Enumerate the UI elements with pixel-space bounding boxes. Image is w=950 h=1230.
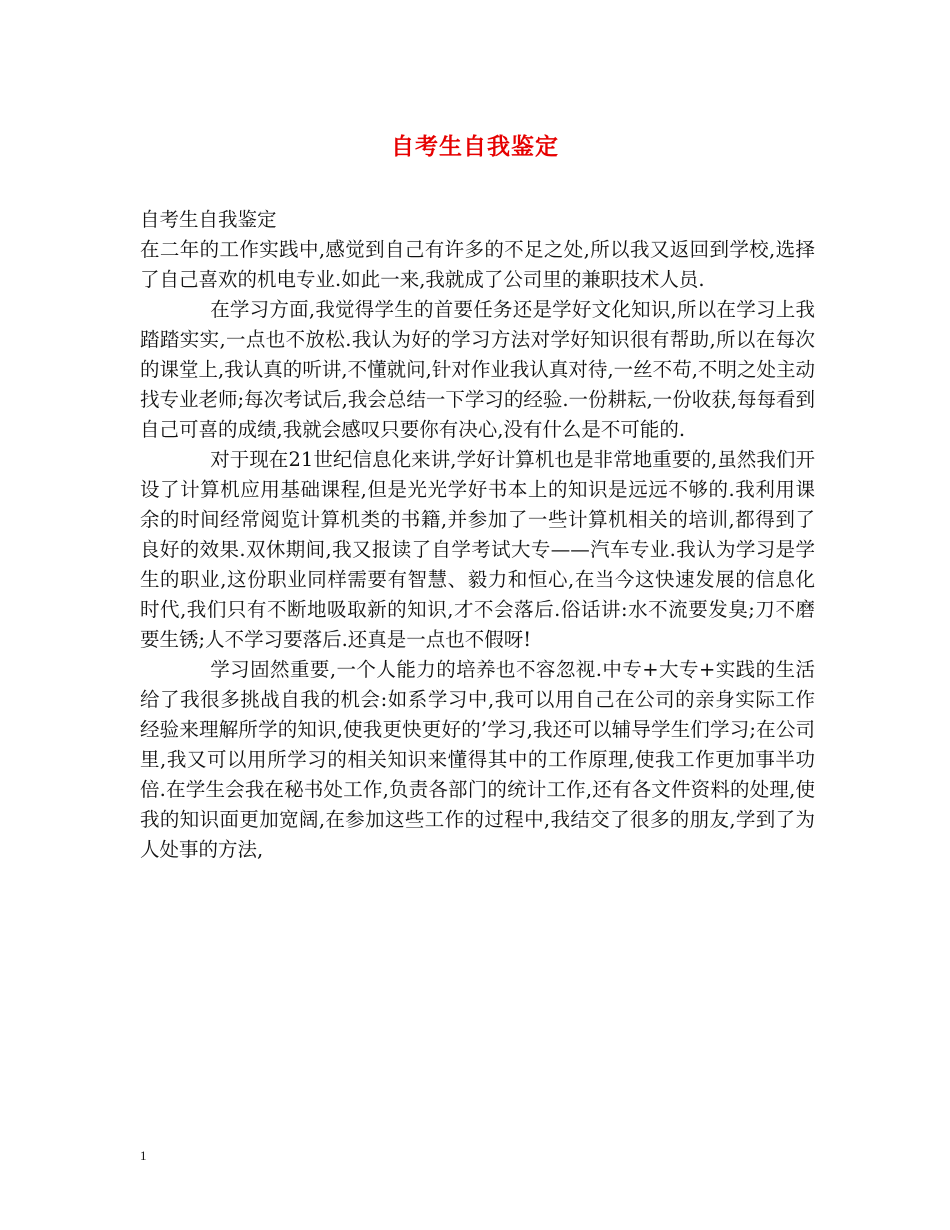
document-title: 自考生自我鉴定 [391,133,559,160]
paragraph-3: 对于现在21世纪信息化来讲,学好计算机也是非常地重要的,虽然我们开设了计算机应用基础课程,但是光光学好书本上的知识是远远不够的.我利用课余的时间经常阅览计算机类的书籍,并参加了一些计算机相关的培训,都得到了良好的效果.双休期间,我又报读了自学考试大专——汽车专业.我认为学习是学生的职业,这份职业同样需要有智慧、毅力和恒心,在当今这快速发展的信息化时代,我们只有不断地吸取新的知识,才不会落后.俗话讲:水不流要发臭;刀不磨要生锈;人不学习要落后.还真是一点也不假呀! [140,448,815,651]
document-body [140,205,815,865]
paragraph-4: 学习固然重要,一个人能力的培养也不容忽视.中专+大专+实践的生活给了我很多挑战自我的机会:如系学习中,我可以用自己在公司的亲身实际工作经验来理解所学的知识,使我更快更好的’学习,我还可以辅导学生们学习;在公司里,我又可以用所学习的相关知识来懂得其中的工作原理,使我工作更加事半功倍.在学生会我在秘书处工作,负责各部门的统计工作,还有各文件资料的处理,使我的知识面更加宽阔,在参加这些工作的过程中,我结交了很多的朋友,学到了为人处事的方法, [140,658,815,861]
section-heading: 自考生自我鉴定 [140,208,277,231]
paragraph-1: 在二年的工作实践中,感觉到自己有许多的不足之处,所以我又返回到学校,选择了自己喜欢的机电专业.如此一来,我就成了公司里的兼职技术人员. [140,238,815,291]
paragraph-2: 在学习方面,我觉得学生的首要任务还是学好文化知识,所以在学习上我踏踏实实,一点也不放松.我认为好的学习方法对学好知识很有帮助,所以在每次的课堂上,我认真的听讲,不懂就问,针对作业我认真对待,一丝不苟,不明之处主动找专业老师;每次考试后,我会总结一下学习的经验.一份耕耘,一份收获,每每看到自己可喜的成绩,我就会感叹只要你有决心,没有什么是不可能的. [140,298,815,441]
page-number: 1 [140,1148,147,1163]
